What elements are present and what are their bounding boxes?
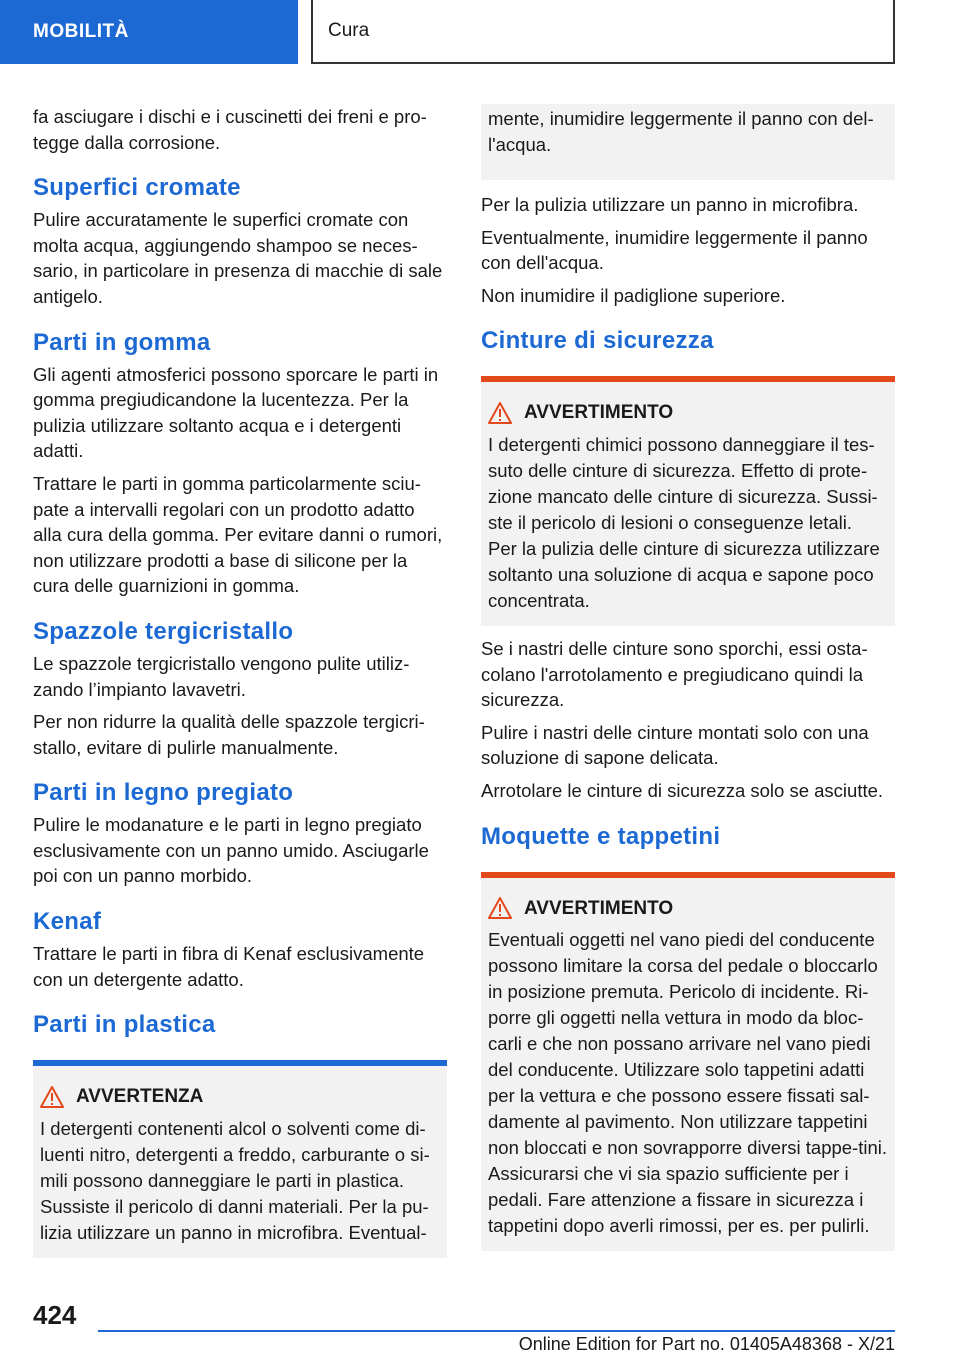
heading-legno: Parti in legno pregiato (33, 779, 294, 807)
warning-box-moquette (481, 872, 895, 1252)
heading-moquette: Moquette e tappetini (481, 822, 721, 850)
warning-header (488, 896, 887, 922)
paragraph-cromate: Pulire accuratamente le superfici cromate con molta acqua, aggiungendo shampoo se neces-sario, in particolare in presenza di macchie di sale antigelo. (33, 209, 443, 307)
paragraph-legno: Pulire le modanature e le parti in legno pregiato esclusivamente con un panno umido. Asciugarle poi con un panno morbido. (33, 814, 429, 887)
heading-parti-gomma: Parti in gomma (33, 328, 211, 356)
paragraph-microfibra: Per la pulizia utilizzare un panno in microfibra. (481, 194, 859, 215)
paragraph-inumidire: Eventualmente, inumidire leggermente il panno con dell'acqua. (481, 226, 868, 274)
paragraph-gomma-2: Trattare le parti in gomma particolarmente sciu-pate a intervalli regolari con un prodotto adatto alla cura della gomma. Per evitare danni o rumori, non utilizzare prodotti a base di silicone per la cura delle guarnizioni in gomma. (33, 472, 443, 597)
heading-superfici-cromate: Superfici cromate (33, 174, 241, 202)
intro-paragraph: fa asciugare i dischi e i cuscinetti dei freni e pro-tegge dalla corrosione. (33, 106, 427, 153)
left-column (33, 104, 447, 1258)
heading-kenaf: Kenaf (33, 908, 102, 936)
warning-title: AVVERTIMENTO (524, 897, 674, 919)
paragraph-kenaf: Trattare le parti in fibra di Kenaf esclusivamente con un detergente adatto. (33, 943, 425, 990)
paragraph-arrotolare: Arrotolare le cinture di sicurezza solo se asciutte. (481, 779, 884, 801)
warning-box-cinture (481, 376, 895, 626)
paragraph-gomma-1: Gli agenti atmosferici possono sporcare le parti in gomma pregiudicandone la lucentezza. Per la pulizia utilizzare soltanto acqua e i detergenti adatti. (33, 363, 439, 462)
warning-text-1: I detergenti chimici possono danneggiare il tes-suto delle cinture di sicurezza. Effetto di prote-zione mancato delle cinture di sicurezza. Sussi-ste il pericolo di lesioni o conseguenze letali. (488, 433, 878, 533)
warning-triangle-icon (40, 1086, 64, 1108)
warning-triangle-icon (488, 897, 512, 919)
warning-triangle-icon (488, 402, 512, 424)
page-title-tab (311, 0, 895, 64)
paragraph-spazzole-1: Le spazzole tergicristallo vengono pulite utiliz-zando l’impianto lavavetri. (33, 652, 410, 700)
section-tab-label: MOBILITÀ (33, 21, 129, 42)
paragraph-padiglione: Non inumidire il padiglione superiore. (481, 284, 786, 306)
page-title: Cura (328, 20, 370, 41)
heading-spazzole: Spazzole tergicristallo (33, 617, 294, 645)
heading-plastica: Parti in plastica (33, 1011, 216, 1039)
warning-text: Eventuali oggetti nel vano piedi del conducente possono limitare la corsa del pedale o bloccarlo in posizione premuta. Pericolo di incidente. Ri-porre gli oggetti nella vettura in modo da bloc-carli e che non possano arrivare nel vano piedi del conducente. Utilizzare solo tappetini adatti per la vettura e che possono essere fissati sal-damente al pavimento. Non utilizzare tappetini non bloccati e non sovrapporre diversi tappe-tini. Assicurarsi che vi sia spazio sufficiente per i pedali. Fare attenzione a fissare in sicurezza i tappetini dopo averli rimossi, per es. per pulirli. (488, 929, 888, 1237)
warning-text-2: Per la pulizia delle cinture di sicurezza utilizzare soltanto una soluzione di acqua e sapone poco concentrata. (488, 537, 880, 611)
paragraph-pulire-nastri: Pulire i nastri delle cinture montati solo con una soluzione di sapone delicata. (481, 721, 869, 769)
heading-cinture: Cinture di sicurezza (481, 327, 714, 355)
page-number: 424 (33, 1300, 77, 1330)
right-column (481, 104, 895, 1251)
paragraph-spazzole-2: Per non ridurre la qualità delle spazzole tergicri-stallo, evitare di pulirle manualmente. (33, 711, 425, 758)
section-tab[interactable] (0, 0, 298, 64)
footer-edition: Online Edition for Part no. 01405A48368 - X/21 (518, 1334, 895, 1354)
warning-box-plastica (33, 1060, 447, 1258)
warning-text: I detergenti contenenti alcol o solventi come di-luenti nitro, detergenti a freddo, carburante o si-mili possono danneggiare le parti in plastica. Sussiste il pericolo di danni materiali. Per la pu-lizia utilizzare un panno in microfibra. Eventual- (40, 1117, 430, 1243)
paragraph-nastri-sporchi: Se i nastri delle cinture sono sporchi, essi osta-colano l'arrotolamento e pregiudicano quindi la sicurezza. (481, 637, 868, 711)
warning-header (488, 400, 887, 426)
footer-divider (98, 1330, 895, 1332)
warning-continued-text: mente, inumidire leggermente il panno con del-l'acqua. (488, 108, 874, 155)
warning-box-continued (481, 104, 895, 180)
warning-header (40, 1084, 439, 1110)
warning-title: AVVERTIMENTO (524, 402, 674, 424)
warning-title: AVVERTENZA (76, 1086, 204, 1108)
